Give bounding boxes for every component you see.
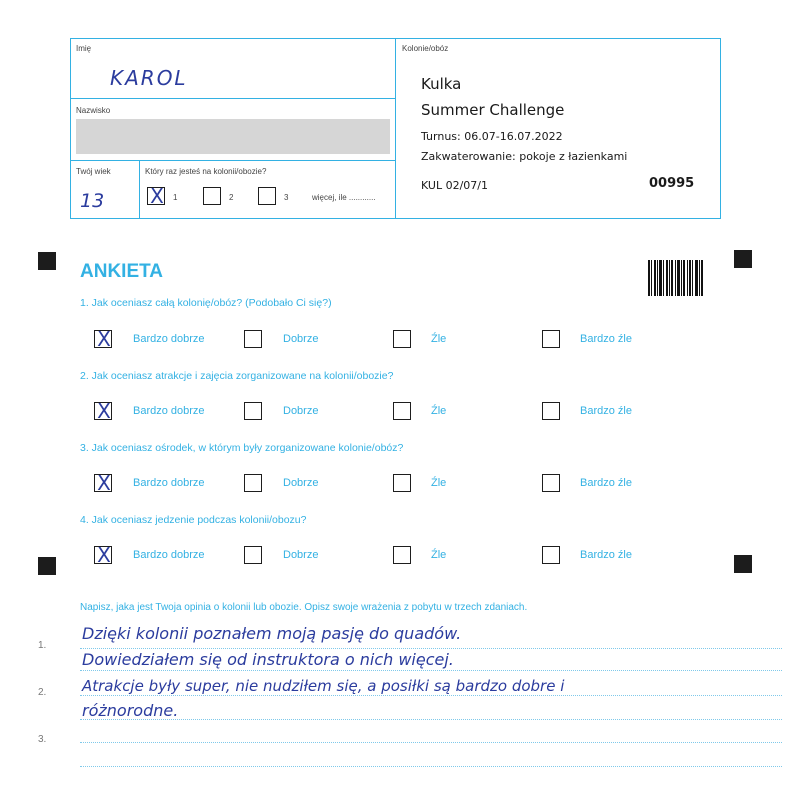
q4-checkbox-bardzo-zle[interactable] [542, 546, 560, 564]
times-option-3: 3 [284, 193, 289, 202]
q1-option-bardzo-dobrze: Bardzo dobrze [133, 333, 205, 345]
turnus-label: Turnus: [421, 130, 461, 143]
camp-label: Kolonie/obóz [402, 44, 449, 53]
q3-checkbox-dobrze[interactable] [244, 474, 262, 492]
handwritten-line-4: różnorodne. [82, 701, 179, 720]
q1-checkbox-dobrze[interactable] [244, 330, 262, 348]
q4-checkbox-dobrze[interactable] [244, 546, 262, 564]
q2-option-dobrze: Dobrze [283, 405, 319, 417]
q1-option-dobrze: Dobrze [283, 333, 319, 345]
row-divider-1 [70, 98, 395, 99]
question-3: 3. Jak oceniasz ośrodek, w którym były zorganizowane kolonie/obóz? [80, 442, 404, 454]
age-label: Twój wiek [76, 167, 111, 176]
q2-option-bardzo-dobrze: Bardzo dobrze [133, 405, 205, 417]
answer-dotted-line-6 [80, 766, 782, 767]
surname-redacted [76, 119, 390, 154]
q3-checkbox-bardzo-dobrze[interactable]: X [94, 474, 112, 492]
q1-checkbox-zle[interactable] [393, 330, 411, 348]
times-option-2: 2 [229, 193, 234, 202]
question-1: 1. Jak oceniasz całą kolonię/obóz? (Podobało Ci się?) [80, 297, 332, 309]
age-value: 13 [80, 190, 105, 212]
q2-option-zle: Źle [431, 405, 447, 417]
q2-checkbox-bardzo-zle[interactable] [542, 402, 560, 420]
q2-checkbox-zle[interactable] [393, 402, 411, 420]
opinion-prompt: Napisz, jaka jest Twoja opinia o kolonii lub obozie. Opisz swoje wrażenia z pobytu w trzech zdaniach. [80, 602, 528, 613]
q3-checkbox-zle[interactable] [393, 474, 411, 492]
times-checkbox-1[interactable]: X [147, 187, 165, 205]
line-number-1: 1. [38, 640, 47, 651]
header-divider [395, 38, 396, 219]
registration-marker-bottom-left [38, 557, 56, 575]
handwritten-line-2: Dowiedziałem się od instruktora o nich więcej. [82, 650, 454, 669]
times-more-label: więcej, ile ............ [312, 193, 376, 202]
line-number-3: 3. [38, 734, 47, 745]
camp-code: KUL 02/07/1 [421, 179, 488, 192]
q4-option-bardzo-zle: Bardzo źle [580, 549, 632, 561]
q1-checkbox-bardzo-zle[interactable] [542, 330, 560, 348]
accommodation-label: Zakwaterowanie: [421, 150, 516, 163]
answer-dotted-line-3 [80, 695, 782, 696]
camp-name-line2: Summer Challenge [421, 101, 565, 119]
q4-option-zle: Źle [431, 549, 447, 561]
q3-option-bardzo-zle: Bardzo źle [580, 477, 632, 489]
q2-checkbox-dobrze[interactable] [244, 402, 262, 420]
accommodation-value: pokoje z łazienkami [519, 150, 628, 163]
times-label: Który raz jesteś na kolonii/obozie? [145, 167, 267, 176]
turnus-value: 06.07-16.07.2022 [464, 130, 563, 143]
camp-name-line1: Kulka [421, 75, 462, 93]
answer-dotted-line-4 [80, 719, 782, 720]
q4-checkbox-bardzo-dobrze[interactable]: X [94, 546, 112, 564]
survey-title: ANKIETA [80, 261, 164, 282]
answer-dotted-line-1 [80, 648, 782, 649]
accommodation-line [421, 150, 627, 163]
question-4: 4. Jak oceniasz jedzenie podczas kolonii/obozu? [80, 514, 307, 526]
times-checkbox-2[interactable] [203, 187, 221, 205]
question-2: 2. Jak oceniasz atrakcje i zajęcia zorganizowane na kolonii/obozie? [80, 370, 394, 382]
barcode [648, 260, 704, 296]
surname-label: Nazwisko [76, 106, 111, 115]
q4-option-dobrze: Dobrze [283, 549, 319, 561]
times-checkbox-3[interactable] [258, 187, 276, 205]
registration-marker-top-right [734, 250, 752, 268]
line-number-2: 2. [38, 687, 47, 698]
q2-checkbox-bardzo-dobrze[interactable]: X [94, 402, 112, 420]
q2-option-bardzo-zle: Bardzo źle [580, 405, 632, 417]
q3-option-dobrze: Dobrze [283, 477, 319, 489]
q3-option-zle: Źle [431, 477, 447, 489]
first-name-value: KAROL [110, 66, 188, 90]
first-name-label: Imię [76, 44, 92, 53]
handwritten-line-1: Dzięki kolonii poznałem moją pasję do quadów. [82, 624, 462, 643]
turnus-line [421, 130, 563, 143]
q1-checkbox-bardzo-dobrze[interactable]: X [94, 330, 112, 348]
q1-option-bardzo-zle: Bardzo źle [580, 333, 632, 345]
age-divider [139, 160, 140, 219]
answer-dotted-line-2 [80, 670, 782, 671]
registration-marker-top-left [38, 252, 56, 270]
answer-dotted-line-5 [80, 742, 782, 743]
q4-option-bardzo-dobrze: Bardzo dobrze [133, 549, 205, 561]
q4-checkbox-zle[interactable] [393, 546, 411, 564]
q1-option-zle: Źle [431, 333, 447, 345]
form-number: 00995 [649, 176, 695, 191]
registration-marker-bottom-right [734, 555, 752, 573]
row-divider-2 [70, 160, 395, 161]
times-option-1: 1 [173, 193, 178, 202]
q3-checkbox-bardzo-zle[interactable] [542, 474, 560, 492]
q3-option-bardzo-dobrze: Bardzo dobrze [133, 477, 205, 489]
handwritten-line-3: Atrakcje były super, nie nudziłem się, a posiłki są bardzo dobre i [82, 677, 565, 695]
